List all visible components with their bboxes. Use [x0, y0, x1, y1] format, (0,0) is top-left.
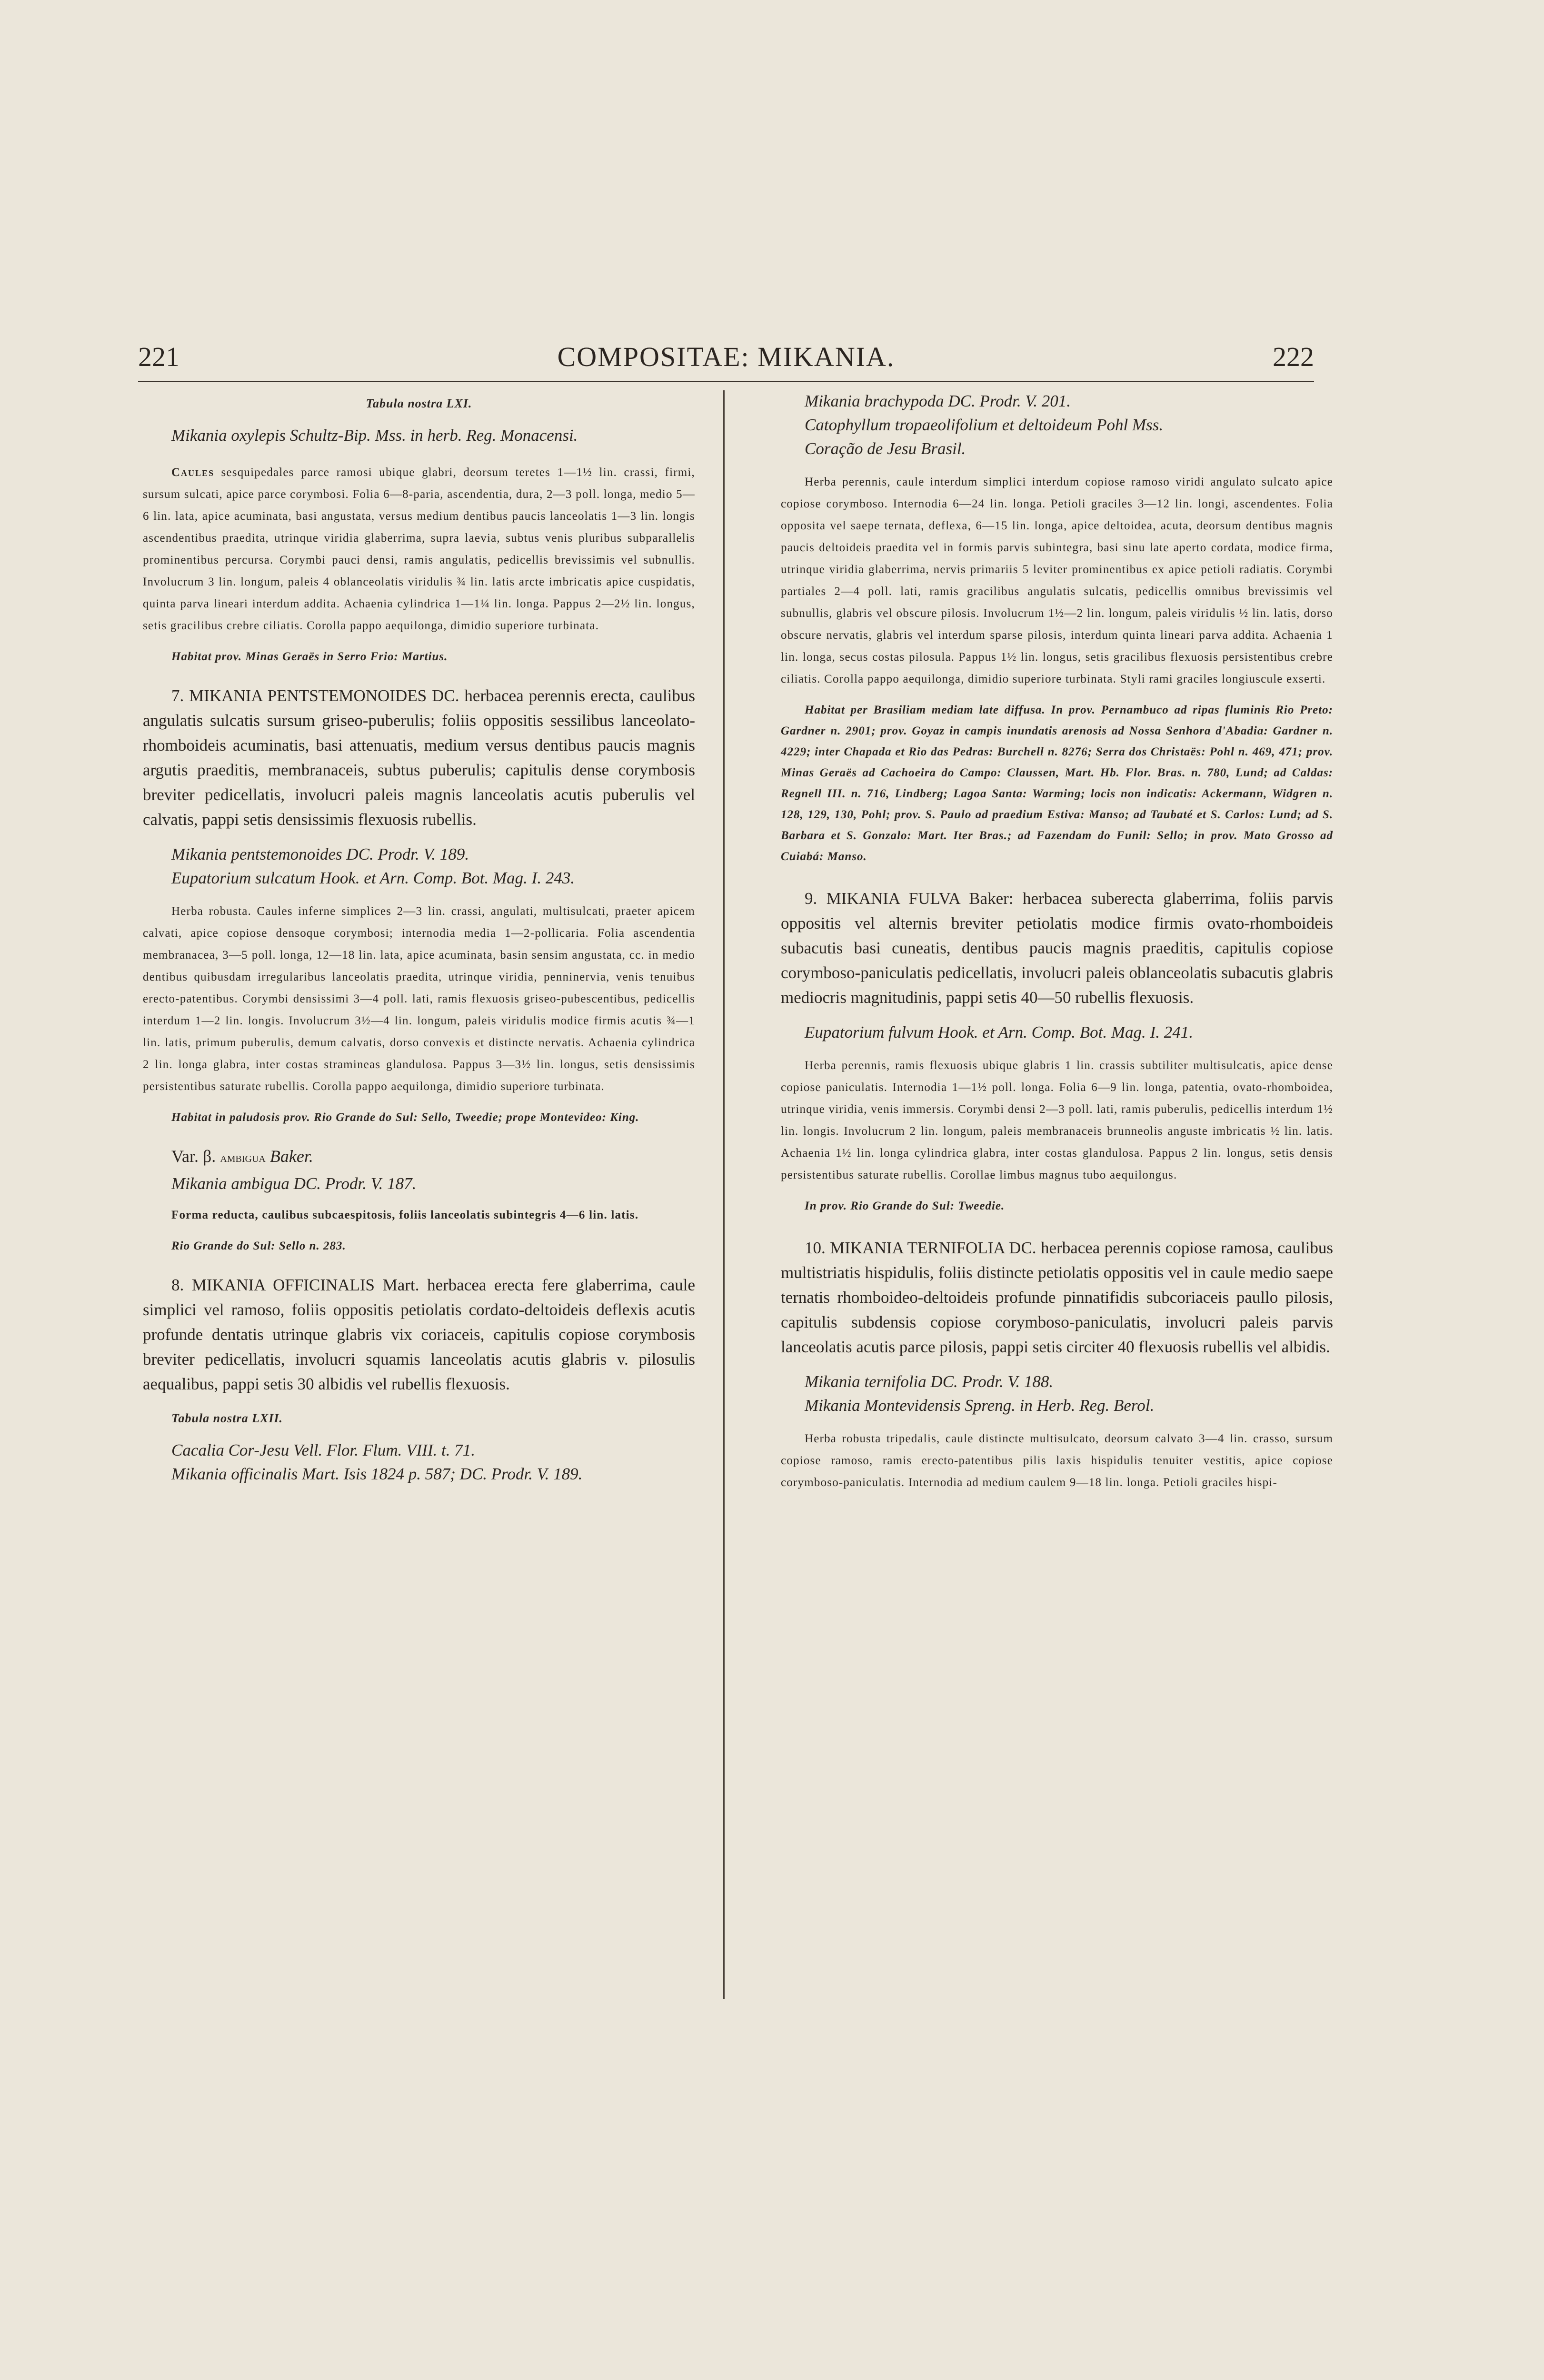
species-heading: 8. MIKANIA OFFICINALIS Mart.: [171, 1276, 419, 1294]
species-description: [143, 462, 695, 637]
synonym: Mikania ambigua DC. Prodr. V. 187.: [171, 1174, 417, 1193]
vernacular-name: Coração de Jesu Brasil.: [805, 439, 966, 458]
description-text: sesquipedales parce ramosi ubique glabri, deorsum teretes 1—1½ lin. crassi, firmi, sursum sulcati, apice parce corymbosi. Folia 6—8-paria, ascendentia, dura, 2—3 poll. longa, medio 5—6 lin. lata, apice acuminata, basi angustata, versus medium dentibus paucis lanceolatis 1—3 lin. longis ascendentibus praedita, utrinque viridia glaberrima, supra laevia, subtus venis pluribus subparallelis prominentibus percursa. Corymbi pauci densi, ramis angulatis, pedicellis brevissimis vel subnullis. Involucrum 3 lin. longum, paleis 4 oblanceolatis viridulis ¾ lin. latis arcte imbricatis apice cuspidatis, quinta parva lineari interdum addita. Achaenia cylindrica 1—1¼ lin. longa. Pappus 2—2½ lin. longus, setis gracilibus crebre ciliatis. Corolla pappo aequilonga, dimidio superiore turbinata.: [143, 466, 696, 632]
synonym: Mikania pentstemonoides DC. Prodr. V. 189.: [171, 845, 469, 863]
synonym: Catophyllum tropaeolifolium et deltoideum Pohl Mss.: [805, 416, 1164, 434]
habitat-note: Habitat prov. Minas Geraës in Serro Frio: Martius.: [171, 650, 448, 663]
species-heading: 10. MIKANIA TERNIFOLIA DC.: [805, 1239, 1036, 1257]
synonym: Mikania officinalis Mart. Isis 1824 p. 587; DC. Prodr. V. 189.: [171, 1465, 583, 1483]
synonym: Mikania ternifolia DC. Prodr. V. 188.: [805, 1372, 1054, 1391]
species-heading: 7. MIKANIA PENTSTEMONOIDES DC.: [171, 686, 459, 705]
right-column: [781, 390, 1333, 1503]
species-diagnosis: [781, 886, 1333, 1010]
species-diagnosis: [143, 1273, 695, 1397]
column-divider: [723, 390, 725, 1999]
species-description: Herba robusta tripedalis, caule distincte multisulcato, deorsum calvato 3—4 lin. crasso, sursum copiose ramoso, ramis erecto-patentibus pilis laxis hispidulis tenuiter vestitis, apice copiose corymboso-paniculatis. Internodia ad medium caulem 9—18 lin. longa. Petioli graciles hispi-: [781, 1432, 1333, 1489]
variety-author: Baker.: [269, 1147, 313, 1166]
synonym: Mikania oxylepis Schultz-Bip. Mss. in herb. Reg. Monacensi.: [171, 426, 578, 445]
synonym: Mikania Montevidensis Spreng. in Herb. Reg. Berol.: [805, 1396, 1155, 1415]
header-rule: [138, 381, 1314, 382]
species-diagnosis: [143, 684, 695, 832]
habitat-note: Habitat per Brasiliam mediam late diffusa. In prov. Pernambuco ad ripas fluminis Rio Preto: Gardner n. 2901; prov. Goyaz in campis inundatis arenosis ad Nossa Senhora d'Abadia: Gardner n. 4229; inter Chapada et Rio das Pedras: Burchell n. 8276; Serra dos Christaës: Pohl n. 469, 471; prov. Minas Geraës ad Cachoeira do Campo: Claussen, Mart. Hb. Flor. Bras. n. 780, Lund; ad Caldas: Regnell III. n. 716, Lindberg; Lagoa Santa: Warming; locis non indicatis: Ackermann, Widgren n. 128, 129, 130, Pohl; prov. S. Paulo ad praedium Estiva: Manso; ad Taubaté et S. Carlos: Lund; ad S. Barbara et S. Gonzalo: Mart. Iter Bras.; ad Fazendam do Funil: Sello; in prov. Mato Grosso ad Cuiabá: Manso.: [781, 704, 1333, 863]
page-number-right: 222: [1273, 341, 1314, 372]
species-description: Herba robusta. Caules inferne simplices 2—3 lin. crassi, angulati, multisulcati, praeter apicem calvati, apice copiose densoque corymbosi; internodia media 1—2-pollicaria. Folia ascendentia membranacea, 3—5 poll. longa, 12—18 lin. lata, apice acuminata, basin sensim angustata, cc. in medio dentibus quibusdam irregularibus lanceolatis praedita, utrinque viridia, penninervia, venis tenuibus erecto-patentibus. Corymbi densissimi 3—4 poll. lati, ramis flexuosis griseo-pubescentibus, pedicellis interdum 1—2 lin. longis. Involucrum 3½—4 lin. longum, paleis viridulis modice firmis acutis ¾—1 lin. latis, primum puberulis, demum calvatis, dorso convexis et distincte nervatis. Achaenia cylindrica 2 lin. longa glabra, inter costas stramineas glandulosa. Pappus 3—3½ lin. longus, setis densissimis persistentibus saturate rubellis. Corolla pappo aequilonga, dimidio superiore turbinata.: [143, 905, 695, 1093]
page-number-left: 221: [138, 341, 179, 372]
plate-reference: Tabula nostra LXI.: [366, 397, 472, 410]
synonym: Eupatorium sulcatum Hook. et Arn. Comp. Bot. Mag. I. 243.: [171, 869, 575, 887]
diagnosis-text: herbacea perennis copiose ramosa, caulibus multistriatis hispidulis, foliis distincte petiolatis oppositis vel in caule medio saepe ternatis rhomboideo-deltoideis profunde pinnatifidis subcoriaceis paullo pilosis, capitulis subdensis copiose corymboso-paniculatis, involucri paleis parvis lanceolatis acutis parce pilosis, pappi setis circiter 40 flexuosis rubellis vel albidis.: [781, 1239, 1334, 1356]
habitat-note: Habitat in paludosis prov. Rio Grande do Sul: Sello, Tweedie; prope Montevideo: King.: [171, 1111, 639, 1124]
left-column: [143, 390, 695, 1487]
variety-label: Var. β.: [171, 1147, 216, 1166]
variety-name: ambigua: [220, 1150, 266, 1165]
species-description: Herba perennis, ramis flexuosis ubique glabris 1 lin. crassis subtiliter multisulcatis, apice dense copiose paniculatis. Internodia 1—1½ poll. longa. Folia 6—9 lin. longa, patentia, ovato-rhomboidea, utrinque viridia, venis immersis. Corymbi densi 2—3 poll. lati, ramis puberulis, pedicellis interdum 1½ lin. longis. Involucrum 2 lin. longum, paleis membranaceis brunneolis anguste imbricatis ½ lin. latis. Achaenia 1½ lin. longa cylindrica glabra, inter costas glandulosa. Pappus 2 lin. longus, setis densis persistentibus saturate rubellis. Corollae limbus magnus tubo aequilongus.: [781, 1059, 1333, 1181]
habitat-note: Rio Grande do Sul: Sello n. 283.: [171, 1240, 346, 1252]
species-diagnosis: [781, 1236, 1333, 1359]
species-heading: 9. MIKANIA FULVA Baker:: [805, 889, 1014, 908]
synonym: Cacalia Cor-Jesu Vell. Flor. Flum. VIII. t. 71.: [171, 1441, 475, 1459]
page-header: [138, 341, 1314, 374]
running-title: COMPOSITAE: MIKANIA.: [557, 341, 895, 372]
diagnosis-text: herbacea erecta fere glaberrima, caule simplici vel ramoso, foliis oppositis petiolatis cordato-deltoideis deflexis acutis profunde dentatis utrinque glabris vix coriaceis, capitulis copiose corymbosis breviter pedicellatis, involucri squamis lanceolatis acutis glabris v. pilosulis aequalibus, pappi setis 30 albidis vel rubellis flexuosis.: [143, 1276, 696, 1393]
diagnosis-text: herbacea perennis erecta, caulibus angulatis sulcatis sursum griseo-puberulis; foliis oppositis sessilibus lanceolato-rhomboideis acuminatis, basi attenuatis, medium versus dentibus paucis magnis argutis praeditis, membranaceis, subtus puberulis; capitulis dense corymbosis breviter pedicellatis, involucri paleis magnis lanceolatis acutis puberulis vel calvatis, pappi setis densissimis flexuosis rubellis.: [143, 686, 695, 829]
habitat-note: In prov. Rio Grande do Sul: Tweedie.: [805, 1200, 1005, 1212]
plate-reference: Tabula nostra LXII.: [171, 1411, 283, 1425]
synonym: Eupatorium fulvum Hook. et Arn. Comp. Bot. Mag. I. 241.: [805, 1023, 1193, 1041]
diagnosis-text: herbacea suberecta glaberrima, foliis parvis oppositis vel alternis breviter petiolatis modice firmis ovato-rhomboideis subacutis basi cuneatis, dentibus paucis magnis praeditis, capitulis copiose corymboso-paniculatis pedicellatis, involucri paleis oblanceolatis subacutis glabris mediocris magnitudinis, pappi setis 40—50 rubellis flexuosis.: [781, 889, 1334, 1007]
synonym: Mikania brachypoda DC. Prodr. V. 201.: [805, 392, 1071, 410]
term-caules: Caules: [171, 466, 215, 479]
variety-heading: [171, 1144, 695, 1170]
variety-description: Forma reducta, caulibus subcaespitosis, foliis lanceolatis subintegris 4—6 lin. latis.: [171, 1209, 639, 1221]
species-description: Herba perennis, caule interdum simplici interdum copiose ramoso viridi angulato sulcato apice copiose corymboso. Internodia 6—24 lin. longa. Petioli graciles 3—12 lin. longi, ascendentes. Folia opposita vel saepe ternata, deflexa, 6—15 lin. longa, apice deltoidea, acuta, deorsum dentibus magnis paucis deltoideis praedita vel in formis parvis subintegra, basi sinu late aperto cordata, modice firma, utrinque viridia glaberrima, nervis primariis 5 leviter prominentibus ex apice petioli radiatis. Corymbi partiales 2—4 poll. lati, ramis gracilibus angulatis sulcatis, pedicellis omnibus brevissimis vel subnullis, glabris vel obscure pilosis. Involucrum 1½—2 lin. longum, paleis viridulis ½ lin. latis, dorso obscure nervatis, glabris vel interdum sparse pilosis, interdum quinta lineari parva addita. Achaenia 1 lin. longa, secus costas pilosula. Pappus 1½ lin. longus, setis gracilibus flexuosis persistentibus crebre ciliatis. Corolla pappo aequilonga, dimidio superiore turbinata. Styli rami graciles longiuscule exserti.: [781, 476, 1333, 685]
